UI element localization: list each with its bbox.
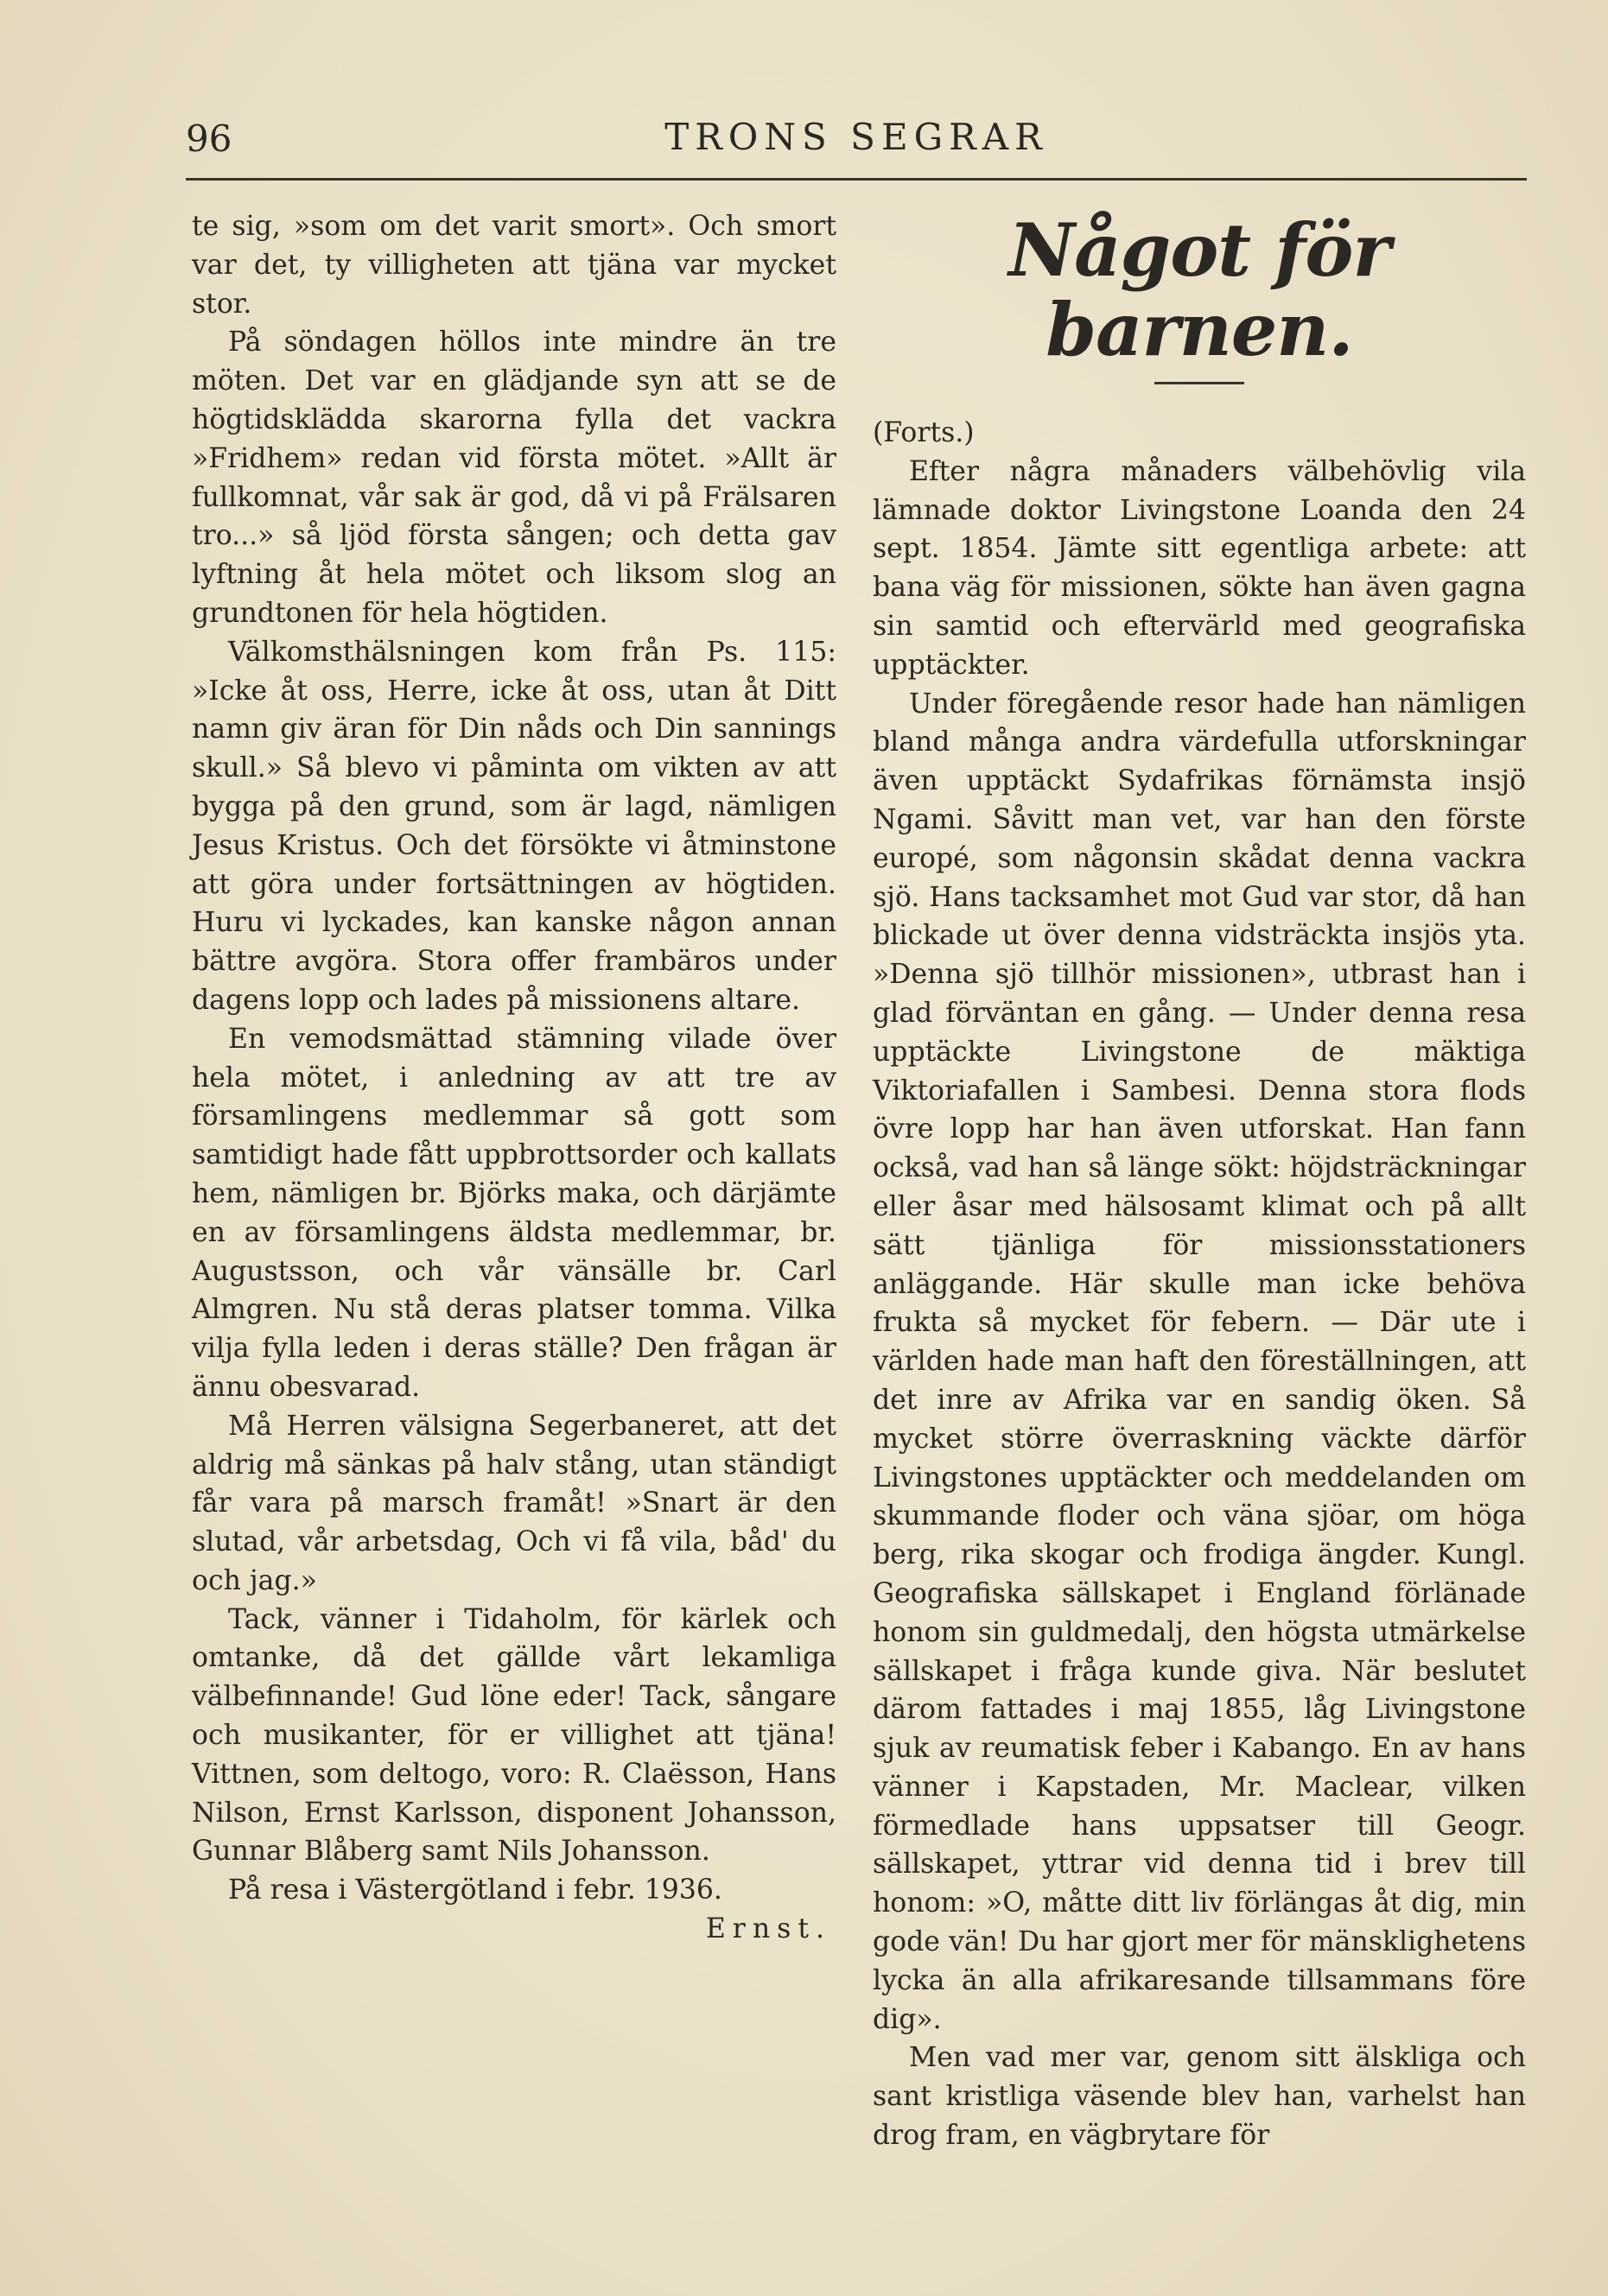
page-number: 96 (186, 117, 232, 160)
dateline: På resa i Västergötland i febr. 1936. (228, 1874, 722, 1906)
heading-divider (1154, 382, 1244, 384)
paragraph: te sig, »som om det varit smort». Och smort var det, ty villigheten att tjäna var mycket stor. (192, 211, 836, 320)
article-heading: Något för barnen. (1008, 207, 1390, 372)
paragraph: Efter några månaders välbehövlig vila lämnade doktor Livingstone Loanda den 24 sept. 1854. Jämte sitt egentliga arbete: att bana väg för missionen, sökte han även gagna sin samtid och eftervärld med geografiska upptäckter. (873, 455, 1526, 681)
header-rule (186, 178, 1527, 181)
paragraph: Men vad mer var, genom sitt älskliga och sant kristliga väsende blev han, varhelst han drog fram, en vägbrytare för (873, 2042, 1526, 2152)
page-header (186, 111, 1527, 168)
paragraph: Tack, vänner i Tidaholm, för kärlek och omtanke, då det gällde vårt lekamliga välbefinnande! Gud löne eder! Tack, sångare och musikanter, för er villighet att tjäna! Vittnen, som deltogo, voro: R. Claësson, Hans Nilson, Ernst Karlsson, disponent Johansson, Gunnar Blåberg samt Nils Johansson. (192, 1603, 836, 1868)
right-column (873, 207, 1526, 2155)
paragraph: En vemodsmättad stämning vilade över hela mötet, i anledning av att tre av församlingens medlemmar så gott som samtidigt hade fått uppbrottsorder och kallats hem, nämligen br. Björks maka, och därjämte en av församlingens äldsta medlemmar, br. Augustsson, och vår vänsälle br. Carl Almgren. Nu stå deras platser tomma. Vilka vilja fylla leden i deras ställe? Den frågan är ännu obesvarad. (192, 1023, 836, 1403)
paragraph: Må Herren välsigna Segerbaneret, att det aldrig må sänkas på halv stång, utan ständigt får vara på marsch framåt! »Snart är den slutad, vår arbetsdag, Och vi få vila, båd' du och jag.» (192, 1410, 836, 1596)
paragraph: Under föregående resor hade han nämligen bland många andra värdefulla utforskningar även upptäckt Sydafrikas förnämsta insjö Ngami. Såvitt man vet, var han den förste europé, som någonsin skådat denna vackra sjö. Hans tacksamhet mot Gud var stor, då han blickade ut över denna vidsträckta insjös yta. »Denna sjö tillhör missionen», utbrast han i glad förväntan en gång. — Under denna resa upptäckte Livingstone de mäktiga Viktoriafallen i Sambesi. Denna stora flods övre lopp har han även utforskat. Han fann också, vad han så länge sökt: höjdsträckningar eller åsar med hälsosamt klimat och på allt sätt tjänliga för missionsstationers anläggande. Här skulle man icke behöva frukta så mycket för febern. — Där ute i världen hade man haft den föreställningen, att det inre av Afrika var en sandig öken. Så mycket större överraskning väckte därför Livingstones upptäckter och meddelanden om skummande floder och väna sjöar, om höga berg, rika skogar och frodiga ängder. Kungl. Geografiska sällskapet i England förlänade honom sin guldmedalj, den högsta utmärkelse sällskapet i fråga kunde giva. När beslutet därom fattades i maj 1855, låg Livingstone sjuk av reumatisk feber i Kabango. En av hans vänner i Kapstaden, Mr. Maclear, vilken förmedlade hans uppsatser till Geogr. sällskapet, yttrar vid denna tid i brev till honom: »O, måtte ditt liv förlängas åt dig, min gode vän! Du har gjort mer för mänsklighetens lycka än alla afrikaresande tillsammans före dig». (873, 688, 1526, 2035)
paragraph: På söndagen höllos inte mindre än tre möten. Det var en glädjande syn att se de högtidsklädda skarorna fylla det vackra »Fridhem» redan vid första mötet. »Allt är fullkomnat, vår sak är god, då vi på Frälsaren tro...» så ljöd första sången; och detta gav lyftning åt hela mötet och liksom slog an grundtonen för hela högtiden. (192, 327, 836, 629)
paragraph: Välkomsthälsningen kom från Ps. 115: »Icke åt oss, Herre, icke åt oss, utan åt Ditt namn giv äran för Din nåds och Din sannings skull.» Så blevo vi påminta om vikten av att bygga på den grund, som är lagd, nämligen Jesus Kristus. Och det försökte vi åtminstone att göra under fortsättningen av högtiden. Huru vi lyckades, kan kanske någon annan bättre avgöra. Stora offer frambäros under dagens lopp och lades på missionens altare. (192, 636, 836, 1016)
left-column (192, 207, 836, 1949)
running-title: TRONS SEGRAR (664, 116, 1048, 158)
continued-note: (Forts.) (873, 417, 975, 448)
author-signature: Ernst. (705, 1913, 831, 1945)
